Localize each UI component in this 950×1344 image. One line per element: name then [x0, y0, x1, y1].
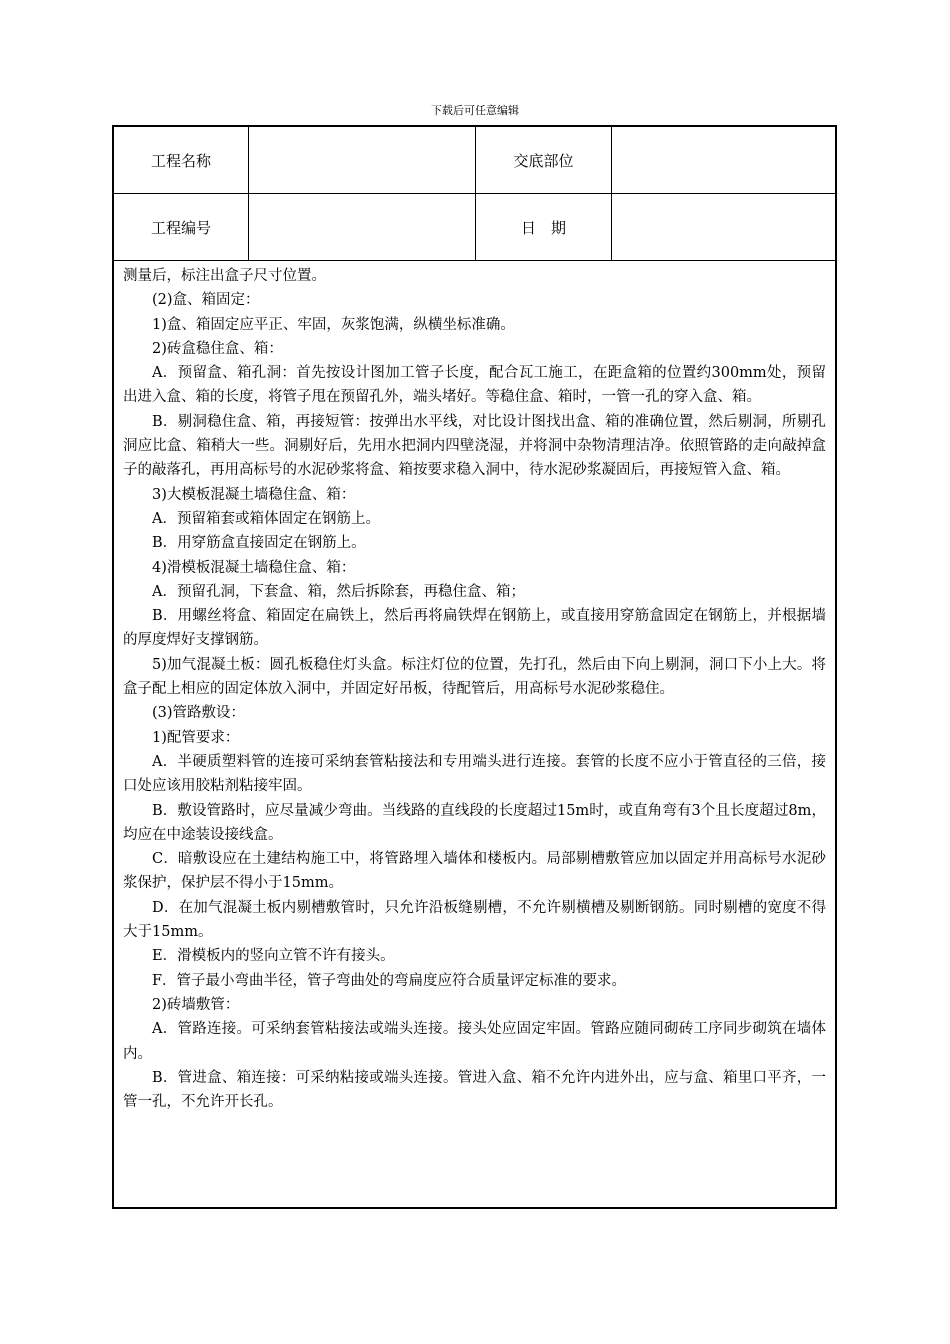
- date-value: [612, 194, 835, 261]
- content-paragraph: 3)大模板混凝土墙稳住盒、箱：: [152, 486, 356, 503]
- content-paragraph: 2)砖墙敷管：: [152, 996, 240, 1013]
- content-paragraph: A．预留孔洞，下套盒、箱，然后拆除套，再稳住盒、箱；: [152, 583, 525, 600]
- content-paragraph: A．半硬质塑料管的连接可采纳套管粘接法和专用端头进行连接。套管的长度不应小于管直径的三倍，接口处应该用胶粘剂粘接牢固。: [123, 753, 826, 795]
- content-paragraph: A．管路连接。可采纳套管粘接法或端头连接。接头处应固定牢固。管路应随同砌砖工序同步砌筑在墙体内。: [123, 1021, 826, 1062]
- content-paragraph: (2)盒、箱固定：: [152, 292, 260, 309]
- content-paragraph: C．暗敷设应在土建结构施工中，将管路埋入墙体和楼板内。局部剔槽敷管应加以固定并用高标号水泥砂浆保护，保护层不得小于15mm。: [123, 851, 826, 892]
- project-name-label: 工程名称: [114, 127, 249, 194]
- content-paragraph: B．管进盒、箱连接：可采纳粘接或端头连接。管进入盒、箱不允许内进外出，应与盒、箱里口平齐，一管一孔，不允许开长孔。: [123, 1069, 826, 1111]
- disclosure-part-value: [612, 127, 835, 194]
- content-paragraph: 1)配管要求：: [152, 729, 240, 746]
- content-paragraph: F．管子最小弯曲半径，管子弯曲处的弯扁度应符合质量评定标准的要求。: [152, 972, 627, 989]
- content-paragraph: E．滑模板内的竖向立管不许有接头。: [152, 948, 395, 965]
- content-paragraph: B．敷设管路时，应尽量减少弯曲。当线路的直线段的长度超过15m时，或直角弯有3个且长度超过8m，均应在中途装设接线盒。: [123, 802, 826, 843]
- content-paragraph: 测量后，标注出盒子尺寸位置。: [123, 268, 326, 284]
- content-paragraph: B．用穿筋盒直接固定在钢筋上。: [152, 535, 366, 552]
- content-paragraph: 4)滑模板混凝土墙稳住盒、箱：: [152, 559, 356, 576]
- content-paragraph: 1)盒、箱固定应平正、牢固，灰浆饱满，纵横坐标准确。: [152, 316, 515, 333]
- content-paragraph: D．在加气混凝土板内剔槽敷管时，只允许沿板缝剔槽，不允许剔横槽及剔断钢筋。同时剔槽的宽度不得大于15mm。: [123, 899, 826, 941]
- content-paragraph: A．预留箱套或箱体固定在钢筋上。: [152, 510, 380, 527]
- content-paragraph: (3)管路敷设：: [152, 705, 246, 722]
- content-paragraph: 5)加气混凝土板：圆孔板稳住灯头盒。标注灯位的位置，先打孔，然后由下向上剔洞，洞口下小上大。将盒子配上相应的固定体放入洞中，并固定好吊板，待配管后，用高标号水泥砂浆稳住。: [123, 656, 826, 698]
- date-label: 日 期: [476, 194, 612, 261]
- content-body: [114, 261, 835, 1114]
- content-paragraph: B．用螺丝将盒、箱固定在扁铁上，然后再将扁铁焊在钢筋上，或直接用穿筋盒固定在钢筋上，并根据墙的厚度焊好支撑钢筋。: [123, 608, 826, 649]
- project-name-value: [249, 127, 476, 194]
- project-number-label: 工程编号: [114, 194, 249, 261]
- project-number-value: [249, 194, 476, 261]
- technical-disclosure-table: [112, 125, 837, 1209]
- disclosure-part-label: 交底部位: [476, 127, 612, 194]
- content-paragraph: 2)砖盒稳住盒、箱：: [152, 340, 283, 357]
- content-paragraph: B．剔洞稳住盒、箱，再接短管：按弹出水平线，对比设计图找出盒、箱的准确位置，然后剔洞，所剔孔洞应比盒、箱稍大一些。洞剔好后，先用水把洞内四壁浇湿，并将洞中杂物清理洁净。依照管路的走向敲掉盒子的敲落孔，再用高标号的水泥砂浆将盒、箱按要求稳入洞中，待水泥砂浆凝固后，再接短管入盒、箱。: [123, 413, 826, 479]
- info-grid: [114, 127, 835, 261]
- content-paragraph: A．预留盒、箱孔洞：首先按设计图加工管子长度，配合瓦工施工，在距盒箱的位置约300mm处，预留出进入盒、箱的长度，将管子甩在预留孔外，端头堵好。等稳住盒、箱时，一管一孔的穿入盒、箱。: [123, 365, 826, 406]
- header-note: 下载后可任意编辑: [431, 104, 519, 117]
